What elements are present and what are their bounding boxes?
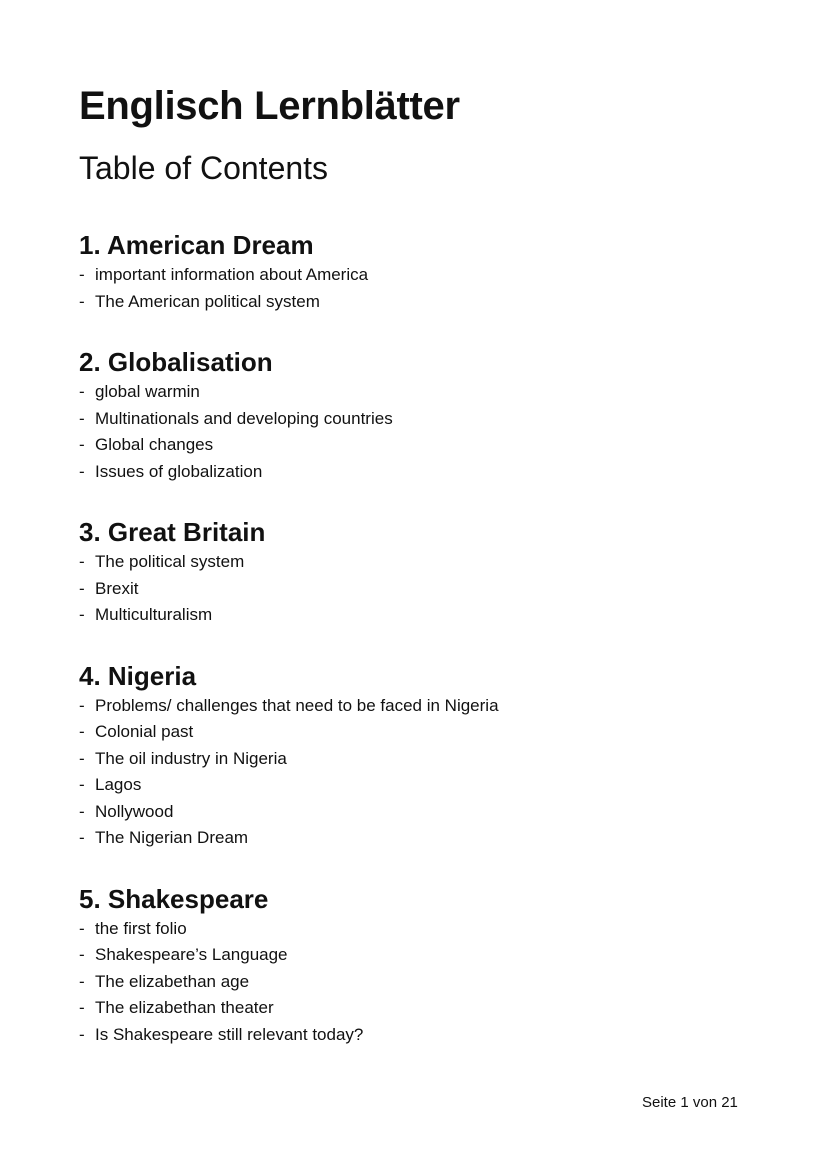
bullet-dash: - bbox=[79, 945, 85, 964]
page-number: Seite 1 von 21 bbox=[642, 1094, 738, 1111]
toc-sections bbox=[79, 228, 759, 1078]
list-item bbox=[79, 406, 759, 433]
toc-section bbox=[79, 659, 759, 852]
bullet-dash: - bbox=[79, 578, 85, 598]
toc-section bbox=[79, 515, 759, 629]
section-item-list bbox=[79, 549, 759, 629]
list-item-text: the first folio bbox=[95, 918, 187, 938]
list-item bbox=[79, 825, 759, 852]
bullet-dash: - bbox=[79, 918, 85, 938]
section-item-list bbox=[79, 379, 759, 485]
list-item-text: The Nigerian Dream bbox=[95, 828, 249, 847]
bullet-dash: - bbox=[79, 265, 85, 284]
list-item bbox=[79, 772, 759, 799]
list-item bbox=[79, 432, 759, 459]
bullet-dash: - bbox=[79, 435, 85, 454]
list-item-text: Multinationals and developing countries bbox=[95, 408, 393, 428]
section-title: 3. Great Britain bbox=[79, 517, 266, 547]
list-item bbox=[79, 746, 759, 773]
list-item-text: Multiculturalism bbox=[95, 605, 213, 624]
section-title: 1. American Dream bbox=[79, 230, 314, 260]
list-item bbox=[79, 995, 759, 1022]
toc-section bbox=[79, 345, 759, 485]
list-item bbox=[79, 289, 759, 316]
list-item-text: The elizabethan age bbox=[95, 971, 250, 991]
bullet-dash: - bbox=[79, 1024, 85, 1044]
bullet-dash: - bbox=[79, 291, 85, 311]
bullet-dash: - bbox=[79, 971, 85, 991]
toc-section bbox=[79, 228, 759, 315]
bullet-dash: - bbox=[79, 801, 85, 821]
bullet-dash: - bbox=[79, 382, 85, 401]
document-title: Englisch Lernblätter bbox=[79, 84, 460, 128]
bullet-dash: - bbox=[79, 605, 85, 624]
list-item-text: Colonial past bbox=[95, 722, 194, 741]
list-item bbox=[79, 459, 759, 486]
bullet-dash: - bbox=[79, 722, 85, 741]
list-item-text: The American political system bbox=[95, 291, 320, 311]
toc-heading: Table of Contents bbox=[79, 150, 329, 186]
section-title: 4. Nigeria bbox=[79, 660, 197, 691]
section-title: 5. Shakespeare bbox=[79, 883, 269, 914]
toc-section bbox=[79, 882, 759, 1049]
list-item bbox=[79, 916, 759, 943]
list-item-text: Global changes bbox=[95, 435, 214, 454]
list-item bbox=[79, 379, 759, 406]
bullet-dash: - bbox=[79, 552, 85, 571]
list-item bbox=[79, 1022, 759, 1049]
list-item bbox=[79, 576, 759, 603]
list-item-text: important information about America bbox=[95, 265, 369, 284]
list-item-text: The political system bbox=[95, 552, 245, 571]
bullet-dash: - bbox=[79, 998, 85, 1017]
list-item-text: Brexit bbox=[95, 578, 139, 598]
section-title: 2. Globalisation bbox=[79, 347, 273, 377]
bullet-dash: - bbox=[79, 828, 85, 847]
list-item bbox=[79, 799, 759, 826]
section-item-list bbox=[79, 693, 759, 852]
bullet-dash: - bbox=[79, 775, 85, 794]
section-item-list bbox=[79, 262, 759, 315]
list-item-text: Lagos bbox=[95, 775, 142, 794]
list-item-text: The elizabethan theater bbox=[95, 998, 274, 1017]
bullet-dash: - bbox=[79, 408, 85, 428]
bullet-dash: - bbox=[79, 461, 85, 481]
list-item bbox=[79, 693, 759, 720]
list-item bbox=[79, 719, 759, 746]
list-item-text: global warmin bbox=[95, 382, 200, 401]
list-item bbox=[79, 969, 759, 996]
list-item-text: Issues of globalization bbox=[95, 461, 263, 481]
list-item bbox=[79, 549, 759, 576]
list-item-text: Problems/ challenges that need to be faced in Nigeria bbox=[95, 695, 499, 715]
list-item bbox=[79, 942, 759, 969]
list-item-text: The oil industry in Nigeria bbox=[95, 748, 287, 768]
section-item-list bbox=[79, 916, 759, 1049]
bullet-dash: - bbox=[79, 748, 85, 768]
bullet-dash: - bbox=[79, 695, 85, 715]
list-item-text: Nollywood bbox=[95, 801, 174, 821]
list-item-text: Shakespeare’s Language bbox=[95, 945, 288, 964]
list-item bbox=[79, 602, 759, 629]
list-item bbox=[79, 262, 759, 289]
list-item-text: Is Shakespeare still relevant today? bbox=[95, 1024, 364, 1044]
